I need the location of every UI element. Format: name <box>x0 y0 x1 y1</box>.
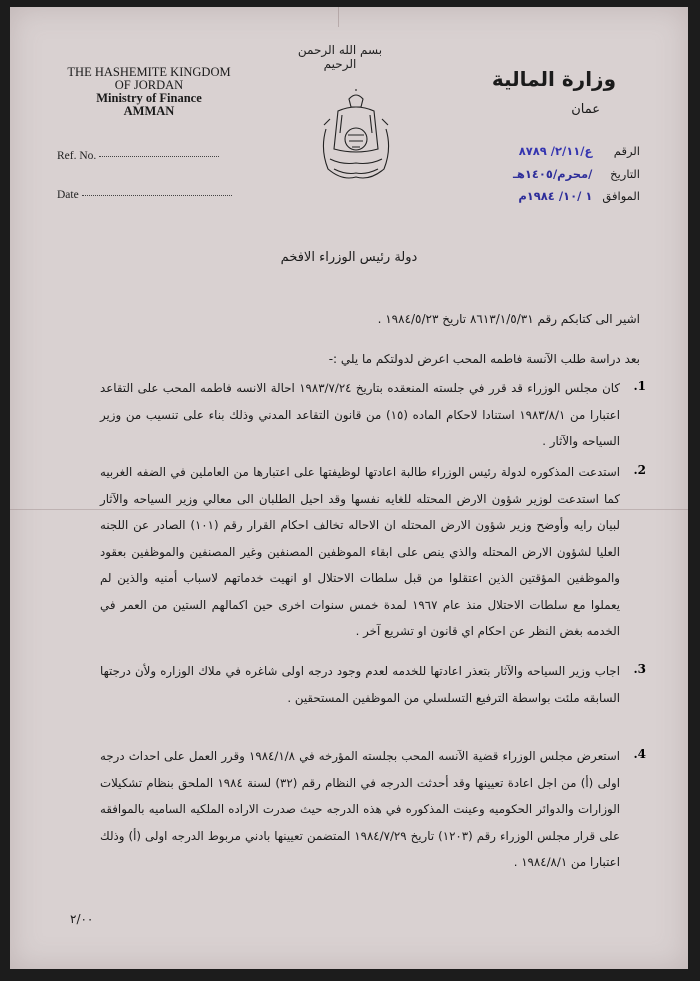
date-label-arabic: التاريخ <box>610 167 640 181</box>
kingdom-line-1: THE HASHEMITE KINGDOM <box>67 65 231 79</box>
date-value-arabic: /محرم/١٤٠٥هـ <box>512 167 593 181</box>
paragraph-number-1: .1 <box>633 379 646 393</box>
date-row-arabic <box>513 167 640 181</box>
ref-no-field <box>57 150 219 162</box>
reference-line: اشير الى كتابكم رقم ٨٦١٣/١/٥/٣١ تاريخ ١٩٨٤/٥/٢٣ . <box>377 312 640 326</box>
city-arabic: عمان <box>571 102 600 117</box>
date-dotted-line <box>82 195 232 196</box>
bismillah-heading: بسم الله الرحمن الرحيم <box>297 43 383 71</box>
ref-no-label: Ref. No. <box>57 150 97 162</box>
ref-value-arabic: ع/٢/١١/ ٨٧٨٩ <box>518 144 593 158</box>
paragraph-number-3: .3 <box>633 662 646 676</box>
paragraph-number-2: .2 <box>633 463 646 477</box>
paragraph-4: استعرض مجلس الوزراء قضية الآنسه المحب بجلسته المؤرخه في ١٩٨٤/١/٨ وقرر العمل على احداث درجه اولى (أ) من اجل اعادة تعيينها وقد أحدثت الدرجه في النظام رقم (٣٢) لسنة ١٩٨٤ الملحق بنظام تشكيلات الوزارات والدوائر الحكوميه وعينت المذكوره في هذه الدرجه حيث صدرت الاراده الملكيه الساميه بالموافقه على قرار مجلس الوزراء رقم (١٢٠٣) تاريخ ١٩٨٤/٧/٢٩ المتضمن تعيينها بادني مربوط الدرجه اولى (أ) وذلك اعتبارا من ١٩٨٤/٨/١ . <box>100 749 620 869</box>
paper-tear <box>338 7 339 27</box>
kingdom-line-2: OF JORDAN <box>114 78 184 92</box>
coat-of-arms-icon <box>316 89 396 185</box>
page-continuation-marker: ٢/٠٠ <box>70 912 94 926</box>
city-line: AMMAN <box>123 104 175 118</box>
ref-no-dotted-line <box>99 156 219 157</box>
equiv-row-arabic <box>518 189 640 203</box>
date-field <box>57 189 232 201</box>
equiv-value-arabic: ١ /١٠/ ١٩٨٤م <box>518 189 593 203</box>
ref-label-arabic: الرقم <box>613 144 640 158</box>
ref-row-arabic <box>519 144 640 158</box>
paragraph-number-4: .4 <box>633 747 646 761</box>
intro-line: بعد دراسة طلب الآنسة فاطمه المحب اعرض لدولتكم ما يلي :- <box>328 352 640 366</box>
salutation: دولة رئيس الوزراء الافخم <box>280 250 418 265</box>
date-label: Date <box>57 189 79 201</box>
paragraph-2: استدعت المذكوره لدولة رئيس الوزراء طالبة اعادتها لوظيفتها على اعتبارها من العاملين في الضفه الغربيه كما استدعت لوزير شؤون الارض المحتله للغايه نفسها وقد احيل الطلبان الى معالي وزير السياحه والآثار لبيان رايه وأوضح وزير شؤون الارض المحتله ان الاحاله تخالف احكام القرار رقم (١٠١) الصادر عن اللجنه العليا لشؤون الارض المحتله والذي ينص على ابقاء الموظفين المصنفين وغير المصنفين والموظفين بعقود والموظفين المؤقتين الذين اعتقلوا من قبل سلطات الاحتلال او انهيت خدماتهم لاسباب أمنيه والذين لم يعملوا مع سلطات الاحتلال منذ عام ١٩٦٧ لمدة خمس سنوات اخرى حين اكمالهم الستين من العمر في الخدمه بغض النظر عن احكام اي قانون او تشريع آخر . <box>100 465 621 638</box>
ministry-name-arabic: وزارة المالية <box>491 67 616 91</box>
paragraph-1: كان مجلس الوزراء قد قرر في جلسته المنعقده بتاريخ ١٩٨٣/٧/٢٤ احالة الانسه فاطمه المحب على التقاعد اعتبارا من ١٩٨٣/٨/١ استنادا لاحكام الماده (١٥) من قانون التقاعد المدني وذلك بناء على تنسيب من وزير السياحه والآثار . <box>100 381 620 448</box>
ministry-line: Ministry of Finance <box>96 91 202 105</box>
equiv-label-arabic: الموافق <box>602 189 640 203</box>
paragraph-3: اجاب وزير السياحه والآثار بتعذر اعادتها للخدمه لعدم وجود درجه اولى شاغره في ملاك الوزاره ولأن درجتها السابقه ملئت بواسطة الترفيع التسلسلي من الموظفين المستحقين . <box>100 664 620 705</box>
letterhead-english <box>54 66 244 118</box>
letter-page <box>10 7 688 969</box>
